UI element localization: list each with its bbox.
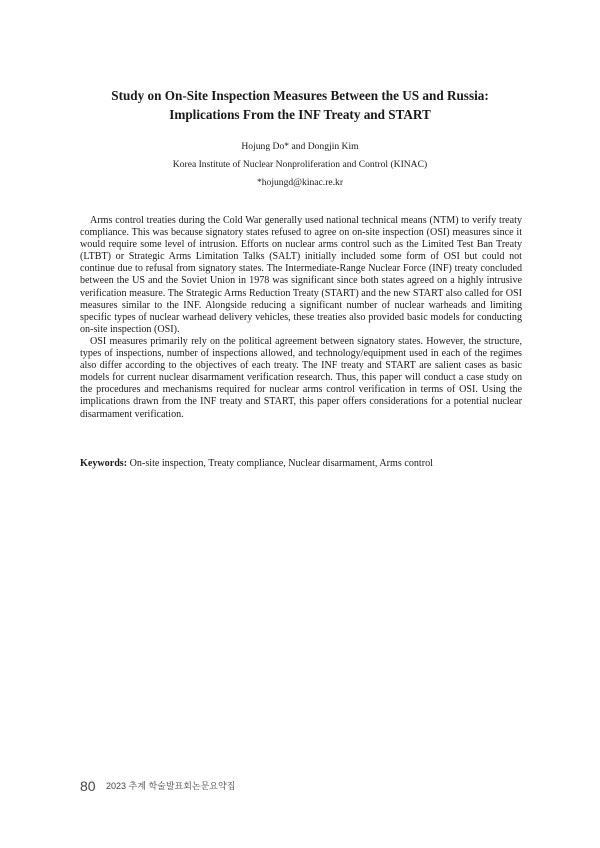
page-number: 80 [80,778,96,794]
contact-email: *hojungd@kinac.re.kr [256,177,344,188]
publication-title: 2023 추계 학술발표회논문요약집 [106,781,236,791]
keywords [80,458,522,470]
keywords-text: On-site inspection, Treaty compliance, Nuclear disarmament, Arms control [127,458,433,469]
abstract [80,215,522,421]
title-line-2: Implications From the INF Treaty and START [169,107,431,122]
paper-title [60,86,540,124]
abstract-paragraph-1: Arms control treaties during the Cold War generally used national technical means (NTM) to verify treaty compliance. This was because signatory states refused to agree on on-site inspection (OSI) measures since it would require some level of intrusion. Efforts on nuclear arms control such as the Limited Test Ban Treaty (LTBT) or Strategic Arms Limitation Talks (SALT) initially included some form of OSI but could not continue due to refusal from signatory states. The Intermediate-Range Nuclear Force (INF) treaty concluded between the US and the Soviet Union in 1978 was significant since both states agreed on a highly intrusive verification measure. The Strategic Arms Reduction Treaty (START) and the new START also called for OSI measures similar to the INF. Alongside reducing a significant number of nuclear warheads and limiting specific types of nuclear warhead delivery vehicles, these treaties also provided basic models for conducting on-site inspection (OSI). [80,215,522,335]
page-footer [80,778,235,796]
affiliation: Korea Institute of Nuclear Nonproliferation and Control (KINAC) [172,159,428,170]
author-list: Hojung Do* and Dongjin Kim [241,141,359,152]
abstract-paragraph-2: OSI measures primarily rely on the political agreement between signatory states. However, the structure, types of inspections, number of inspections allowed, and technology/equipment used in each of the regimes also differ according to the objectives of each treaty. The INF treaty and START are salient cases as basic models for current nuclear disarmament verification research. Thus, this paper will conduct a case study on the procedures and mechanisms required for nuclear arms control verification in terms of OSI. Using the implications drawn from the INF treaty and START, this paper offers considerations for a potential nuclear disarmament verification. [80,335,522,420]
title-line-1: Study on On-Site Inspection Measures Between the US and Russia: [111,88,489,103]
keywords-label: Keywords: [80,458,128,469]
